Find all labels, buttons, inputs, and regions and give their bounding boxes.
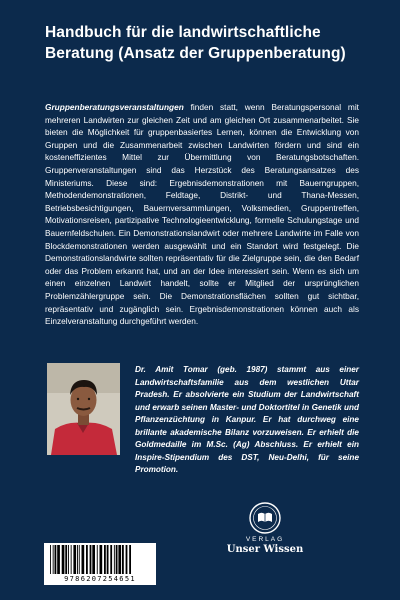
summary-lead: Gruppenberatungsveranstaltungen <box>45 102 184 112</box>
barcode-bar <box>116 545 118 574</box>
isbn-barcode <box>44 543 156 585</box>
barcode-bar <box>50 545 51 574</box>
publisher-name: Unser Wissen <box>226 544 304 555</box>
barcode-bar <box>71 545 72 574</box>
unser-wissen-book-logo-icon <box>249 502 281 534</box>
barcode-bar <box>73 545 76 574</box>
barcode-bar <box>110 545 112 574</box>
publisher-verlag: VERLAG <box>245 536 285 543</box>
publisher-block <box>225 502 305 555</box>
barcode-bar <box>122 545 124 574</box>
author-portrait-icon <box>47 363 120 455</box>
barcode-bars <box>48 545 152 574</box>
barcode-bar <box>86 545 88 574</box>
barcode-bar <box>114 545 115 574</box>
barcode-bar <box>53 545 54 574</box>
barcode-bar <box>118 545 121 574</box>
summary-text: finden statt, wenn Beratungspersonal mit mehreren Landwirten zur gleichen Zeit und am gleichen Ort zusammenarbeitet. Sie bieten die Möglichkeit für gruppenbasiertes Lernen, können die Entwicklung von Gruppen und die Zusammenarbeit zwischen Landwirten fördern und sind ein kosteneffizientes Mittel zur Übermittlung von Beratungsbotschaften. Gruppenveranstaltungen sind das Herzstück des Beratungsansatzes des Ministeriums. Diese sind: Ergebnisdemonstrationen mit Bauerngruppen, Methodendemonstrationen, Feldtage, Distrikt- und Thana-Messen, Betriebsbesichtigungen, Bauernversammlungen, Volksmedien, Gruppentreffen, Motivationsreisen, partizipative Technologieentwicklung, formelle Schulungstage und Bauernfeldschulen. Ein Demonstrationslandwirt oder mehrere Landwirte im Falle von Blockdemonstrationen werden ausgewählt und ein Standort wird festgelegt. Die Demonstrationslandwirte sollten repräsentativ für die Zielgruppe sein, die den Bedarf oder das Problem erkannt hat, und an der Idee interessiert sein. Wenn es sich um einen einzelnen Landwirt handelt, sollte er Mitglied der ursprünglichen Problemzählergruppe sein. Die Demonstrationsflächen sollten gut sichtbar, repräsentativ und zugänglich sein. Ergebnisdemonstrationen können auch als Einzelveranstaltung durchgeführt werden. <box>45 102 359 327</box>
book-title: Handbuch für die landwirtschaftliche Beratung (Ansatz der Gruppenberatung) <box>45 24 346 62</box>
barcode-bar <box>129 545 131 574</box>
barcode-bar <box>90 545 92 574</box>
barcode-bar <box>57 545 60 574</box>
barcode-bar <box>55 545 57 574</box>
barcode-bar <box>107 545 109 574</box>
barcode-bar <box>79 545 80 574</box>
author-biography: Dr. Amit Tomar (geb. 1987) stammt aus einer Landwirtschaftsfamilie aus dem westlichen Uttar Pradesh. Er absolvierte ein Studium der Landwirtschaft und erwarb seinen Master- und Doktortitel in Genetik und Pflanzenzüchtung in Kanpur. Er hat durchweg eine brillante akademische Bilanz vorzuweisen. Er erhielt die Goldmedaille im M.Sc. (Ag) Abschluss. Er erhielt ein Inspire-Stipendium des DST, Neu-Delhi, für seine Promotion. <box>135 365 359 474</box>
barcode-bar <box>65 545 67 574</box>
book-summary <box>45 101 359 328</box>
barcode-bar <box>92 545 95 574</box>
author-photo <box>47 363 120 455</box>
barcode-bar <box>62 545 65 574</box>
barcode-bar <box>68 545 69 574</box>
barcode-bar <box>77 545 78 574</box>
barcode-bar <box>100 545 103 574</box>
barcode-bar <box>82 545 85 574</box>
barcode-bar <box>104 545 106 574</box>
isbn-number: 9786207254651 <box>64 575 136 583</box>
barcode-bar <box>126 545 128 574</box>
barcode-bar <box>97 545 98 574</box>
